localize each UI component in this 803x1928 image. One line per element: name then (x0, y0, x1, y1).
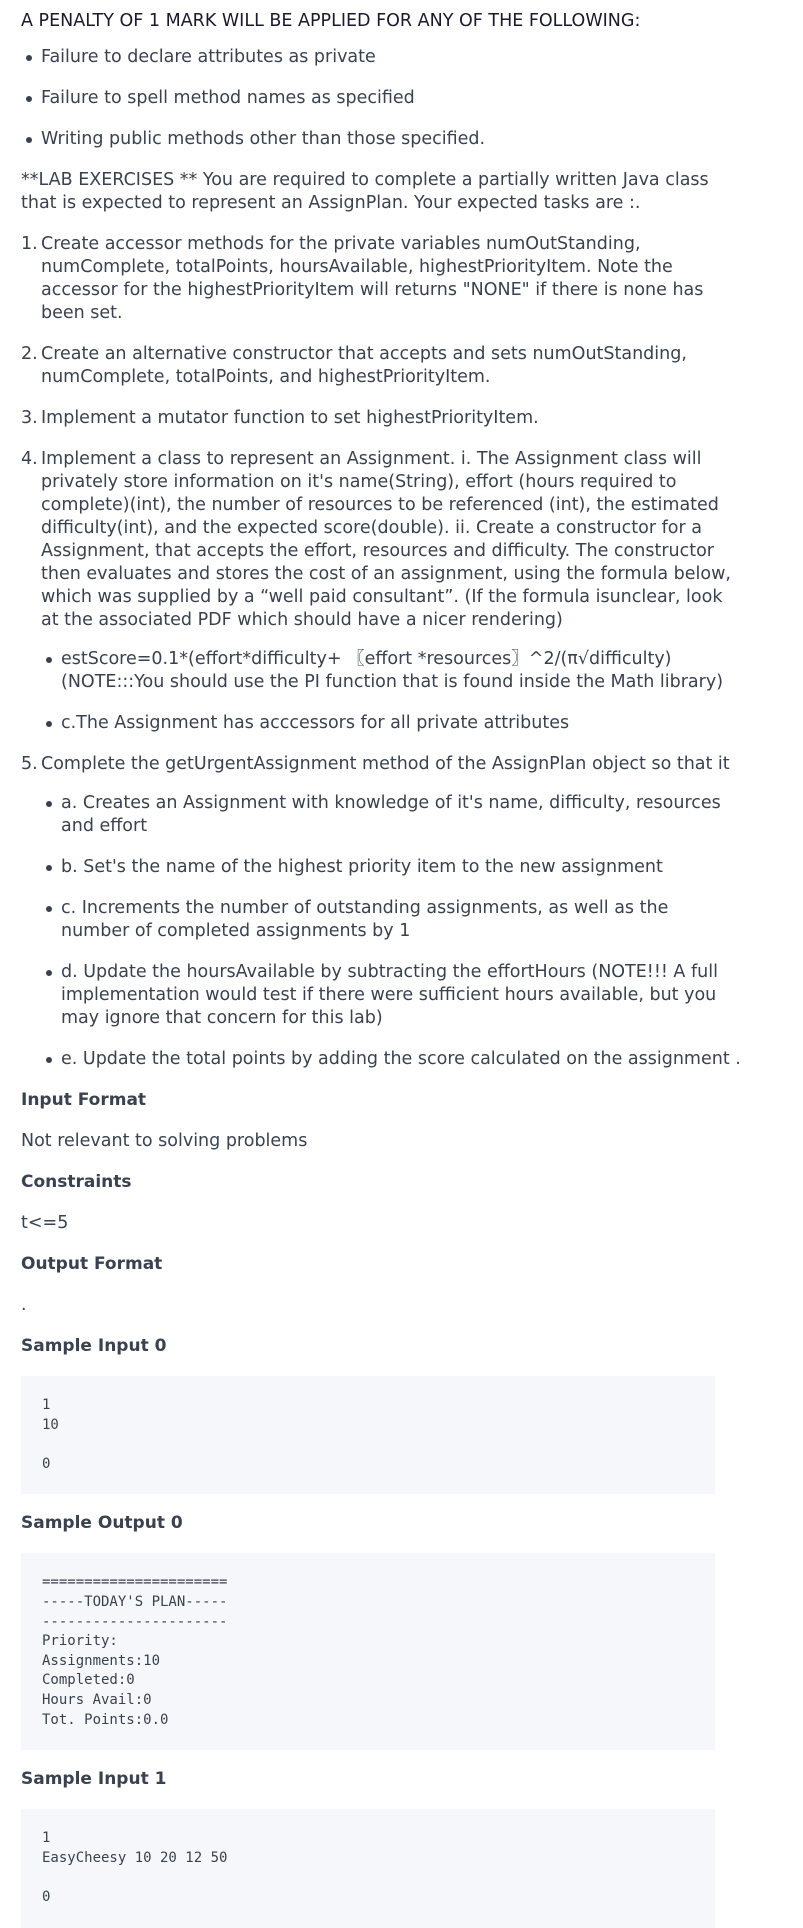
output-format-text: . (21, 1295, 27, 1315)
task-text: Complete the getUrgentAssignment method of the AssignPlan object so that it (41, 754, 730, 774)
task-subitem: a. Creates an Assignment with knowledge of it's name, difficulty, resources and effort (41, 792, 741, 838)
sample-output-0-code[interactable]: ====================== -----TODAY'S PLAN----- ---------------------- Priority: Assignments:10 Completed:0 Hours Avail:0 Tot. Points:0.0 (21, 1553, 715, 1750)
penalty-heading: A PENALTY OF 1 MARK WILL BE APPLIED FOR ANY OF THE FOLLOWING: (21, 11, 641, 31)
task-text: Implement a class to represent an Assignment. i. The Assignment class will privately store information on it's name(String), effort (hours required to complete)(int), the number of resources to be referenced (int), the estimated difficulty(int), and the expected score(double). ii. Create a constructor for a Assignment, that accepts the effort, resources and difficulty. The constructor then evaluates and stores the cost of an assignment, using the formula below, which was supplied by a “well paid consultant”. (If the formula isunclear, look at the associated PDF which should have a nicer rendering) (41, 449, 731, 630)
task-number: 2. (21, 344, 38, 364)
task-number: 3. (21, 408, 38, 428)
lab-intro: **LAB EXERCISES ** You are required to complete a partially written Java class that is expected to represent an AssignPlan. Your expected tasks are :. (21, 170, 709, 213)
penalty-item: Failure to declare attributes as private (21, 46, 741, 69)
input-format-text: Not relevant to solving problems (21, 1131, 308, 1151)
task-list (21, 233, 741, 1071)
constraints-heading: Constraints (21, 1172, 132, 1192)
sample-input-1-heading: Sample Input 1 (21, 1769, 167, 1790)
sample-output-0-heading: Sample Output 0 (21, 1513, 183, 1534)
task-sublist (41, 792, 741, 1071)
task-text: Create an alternative constructor that accepts and sets numOutStanding, numComplete, totalPoints, and highestPriorityItem. (41, 344, 687, 387)
penalty-item: Writing public methods other than those specified. (21, 128, 741, 151)
task-subitem: e. Update the total points by adding the score calculated on the assignment . (41, 1048, 741, 1071)
sample-input-1-code[interactable]: 1 EasyCheesy 10 20 12 50 0 (21, 1809, 715, 1927)
output-format-heading: Output Format (21, 1254, 163, 1274)
task-item (21, 753, 741, 1071)
penalty-item: Failure to spell method names as specified (21, 87, 741, 110)
task-number: 4. (21, 449, 38, 469)
penalty-list (21, 46, 741, 151)
task-item (21, 343, 741, 389)
input-format-heading: Input Format (21, 1090, 147, 1110)
task-number: 1. (21, 234, 38, 254)
task-subitem: c. Increments the number of outstanding assignments, as well as the number of completed assignments by 1 (41, 897, 741, 943)
formula-item: estScore=0.1*(effort*difficulty+ 〖effort *resources〗^2/(π√difficulty) (NOTE:::You should use the PI function that is found inside the Math library) (41, 648, 741, 694)
task-text: Create accessor methods for the private variables numOutStanding, numComplete, totalPoints, hoursAvailable, highestPriorityItem. Note the accessor for the highestPriorityItem will returns "NONE" if there is none has been set. (41, 234, 704, 323)
task-item (21, 407, 741, 430)
task-subitem: b. Set's the name of the highest priority item to the new assignment (41, 856, 741, 879)
task-subitem: d. Update the hoursAvailable by subtracting the effortHours (NOTE!!! A full implementation would test if there were sufficient hours available, but you may ignore that concern for this lab) (41, 961, 741, 1030)
task-subitem: c.The Assignment has acccessors for all private attributes (41, 712, 741, 735)
task-text: Implement a mutator function to set highestPriorityItem. (41, 408, 539, 428)
sample-input-0-heading: Sample Input 0 (21, 1336, 167, 1356)
task-item (21, 233, 741, 325)
task-item (21, 448, 741, 735)
task-number: 5. (21, 754, 38, 774)
task-sublist (41, 648, 741, 735)
sample-input-0-code[interactable]: 1 10 0 (21, 1376, 715, 1494)
constraints-text: t<=5 (21, 1213, 69, 1233)
